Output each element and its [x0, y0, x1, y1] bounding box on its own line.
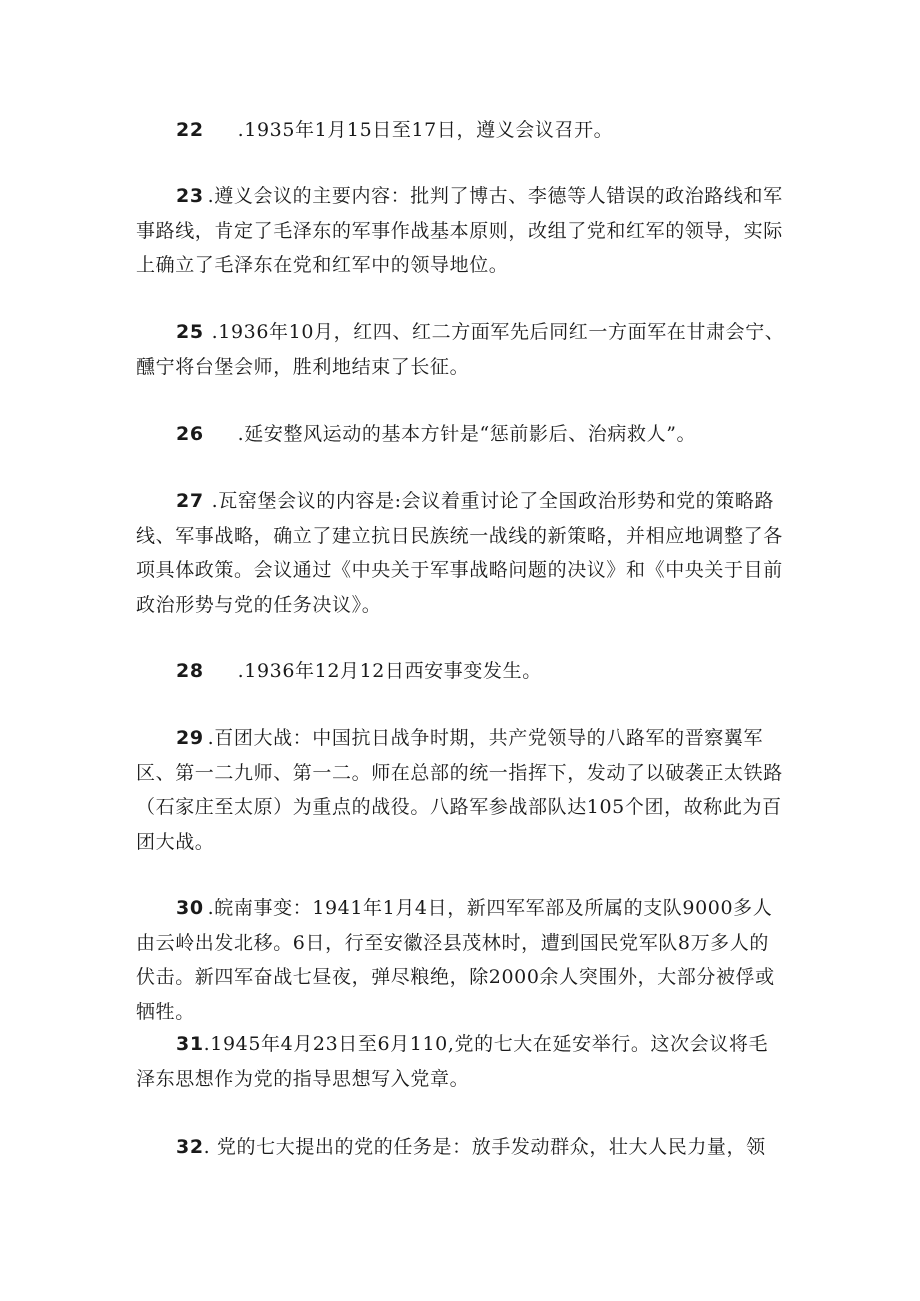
paragraph-text: .延安整风运动的基本方针是“惩前影后、治病救人”。 — [237, 423, 697, 445]
paragraph-22 — [136, 113, 786, 148]
paragraph-number: 23 — [176, 185, 204, 207]
paragraph-number: 29 — [176, 727, 204, 749]
paragraph-number: 26 — [176, 423, 204, 445]
paragraph-32 — [136, 1130, 786, 1165]
paragraph-text: .1935年1月15日至17日，遵义会议召开。 — [237, 119, 614, 141]
paragraph-number: 28 — [176, 660, 204, 682]
paragraph-text: .瓦窑堡会议的内容是:会议着重讨论了全国政治形势和党的策略路线、军事战略，确立了建立抗日民族统一战线的新策略，并相应地调整了各项具体政策。会议通过《中央关于军事战略问题的决议》和《中央关于目前政治形势与党的任务决议》。 — [136, 490, 783, 616]
paragraph-number: 32 — [176, 1136, 204, 1158]
paragraph-number: 27 — [176, 490, 204, 512]
paragraph-31 — [136, 1027, 786, 1096]
paragraph-text: . 党的七大提出的党的任务是：放手发动群众，壮大人民力量，领 — [203, 1136, 766, 1158]
paragraph-number: 22 — [176, 119, 204, 141]
paragraph-number: 31 — [176, 1033, 204, 1055]
paragraph-number: 30 — [176, 897, 204, 919]
paragraph-28 — [136, 654, 786, 689]
paragraph-text: .1936年12月12日西安事变发生。 — [237, 660, 542, 682]
paragraph-29 — [136, 721, 786, 859]
paragraph-30 — [136, 891, 786, 1029]
paragraph-text: .遵义会议的主要内容：批判了博古、李德等人错误的政治路线和军事路线，肯定了毛泽东的军事作战基本原则，改组了党和红军的领导，实际上确立了毛泽东在党和红军中的领导地位。 — [136, 185, 783, 276]
paragraph-number: 25 — [176, 321, 204, 343]
paragraph-23 — [136, 179, 786, 283]
paragraph-text: .1945年4月23日至6月110,党的七大在延安举行。这次会议将毛泽东思想作为党的指导思想写入党章。 — [136, 1033, 769, 1090]
paragraph-25 — [136, 315, 786, 384]
paragraph-26 — [136, 417, 786, 452]
paragraph-text: .皖南事变：1941年1月4日，新四军军部及所属的支队9000多人由云岭出发北移。6日，行至安徽泾县茂林时，遭到国民党军队8万多人的伏击。新四军奋战七昼夜，弹尽粮绝，除2000余人突围外，大部分被俘或牺牲。 — [136, 897, 775, 1023]
paragraph-text: .百团大战：中国抗日战争时期，共产党领导的八路军的晋察翼军区、第一二九师、第一二。师在总部的统一指挥下，发动了以破袭正太铁路（石家庄至太原）为重点的战役。八路军参战部队达105个团，故称此为百团大战。 — [136, 727, 783, 853]
paragraph-text: .1936年10月，红四、红二方面军先后同红一方面军在甘肃会宁、醺宁将台堡会师，胜利地结束了长征。 — [136, 321, 785, 378]
paragraph-27 — [136, 484, 786, 622]
